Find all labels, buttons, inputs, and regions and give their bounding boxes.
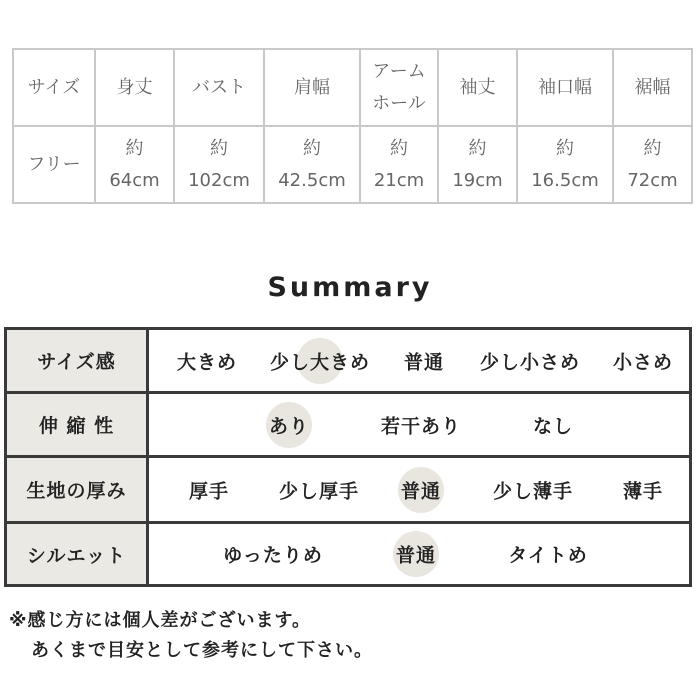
option-stretch-yes: あり [268,415,310,437]
cell-size: フリー [13,126,95,203]
header-cuff-width: 袖口幅 [517,49,613,126]
summary-row-fit [7,330,689,394]
option-normal-silhouette: 普通 [395,544,437,567]
option-normal: 普通 [403,351,445,373]
summary-row-thickness [7,458,689,524]
header-armhole: アーム ホール [360,49,438,126]
option-normal-thickness: 普通 [400,480,442,502]
note-line-2: あくまで目安として参考にして下さい。 [31,640,373,661]
option-slightly-thick: 少し厚手 [278,480,360,502]
header-length: 身丈 [95,49,174,126]
cell-hem-width: 約 72cm [613,126,692,203]
cell-cuff-width: 約 16.5cm [517,126,613,203]
cell-armhole: 約 21cm [360,126,438,203]
option-small: 小さめ [612,351,674,373]
header-bust: バスト [174,49,264,126]
header-hem-width: 裾幅 [613,49,692,126]
summary-label-silhouette: シルエット [7,524,149,584]
size-table-row [13,126,692,203]
header-shoulder: 肩幅 [264,49,360,126]
cell-bust: 約 102cm [174,126,264,203]
header-sleeve-length: 袖丈 [438,49,517,126]
option-slightly-oversized: 少し大きめ [269,351,371,373]
option-slightly-small: 少し小さめ [479,351,581,373]
size-table [12,48,693,204]
option-thick: 厚手 [188,480,230,502]
option-relaxed: ゆったりめ [223,544,323,567]
size-table-header-row [13,49,692,126]
option-slightly-thin: 少し薄手 [492,480,574,502]
summary-options-silhouette [149,524,689,584]
cell-sleeve-length: 約 19cm [438,126,517,203]
note-line-1: ※感じ方には個人差がございます。 [9,610,312,631]
summary-options-fit [149,330,689,391]
option-tight: タイトめ [508,544,588,567]
disclaimer-note [9,606,373,666]
option-oversized: 大きめ [176,351,238,373]
summary-row-stretch [7,394,689,458]
summary-label-fit: サイズ感 [7,330,149,391]
summary-row-silhouette [7,524,689,584]
option-stretch-slight: 若干あり [380,415,462,437]
summary-table [4,327,692,587]
summary-options-stretch [149,394,689,455]
summary-title: Summary [267,272,433,303]
cell-length: 約 64cm [95,126,174,203]
summary-label-thickness: 生地の厚み [7,458,149,521]
summary-options-thickness [149,458,689,521]
cell-shoulder: 約 42.5cm [264,126,360,203]
option-thin: 薄手 [622,480,664,502]
option-stretch-none: なし [532,415,574,437]
summary-label-stretch: 伸 縮 性 [7,394,149,455]
header-size: サイズ [13,49,95,126]
